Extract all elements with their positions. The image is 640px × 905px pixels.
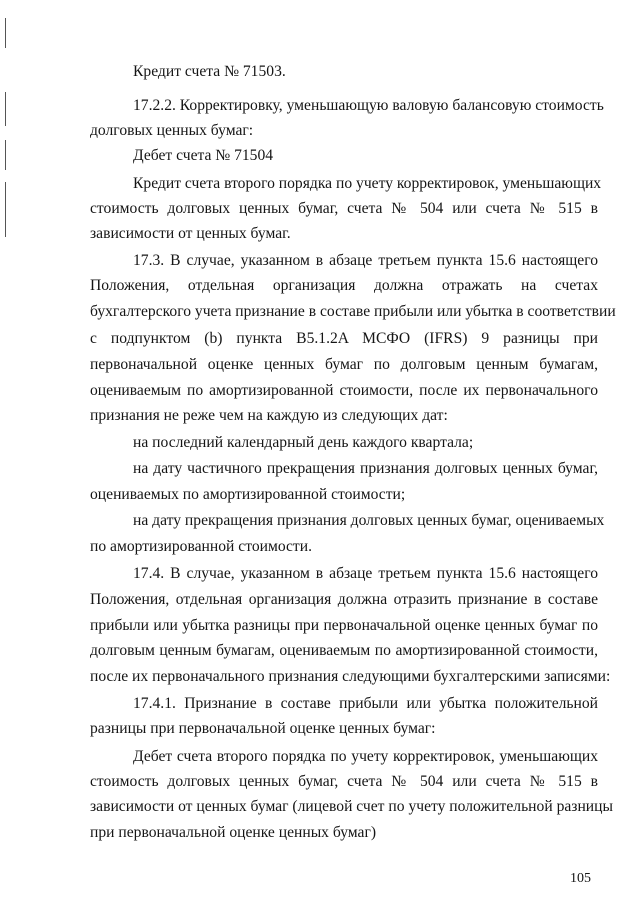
text-line: на дату прекращения признания долговых ценных бумаг, оцениваемых xyxy=(133,512,605,529)
text-line: при первоначальной оценке ценных бумаг) xyxy=(90,824,377,841)
text-line: бухгалтерского учета признание в составе прибыли или убытка в соответствии xyxy=(90,303,616,320)
text-line: долговым ценным бумагам, оцениваемым по амортизированной стоимости, xyxy=(90,642,598,659)
text-line: Положения, отдельная организация должна отразить признание в составе xyxy=(90,591,598,608)
text-line: с подпунктом (b) пункта B5.1.2A МСФО (IFRS) 9 разницы при xyxy=(90,330,598,347)
page-number: 105 xyxy=(570,871,591,886)
margin-mark xyxy=(5,92,6,126)
text-line: разницы при первоначальной оценке ценных бумаг: xyxy=(90,720,436,737)
text-line: 17.3. В случае, указанном в абзаце третьем пункта 15.6 настоящего xyxy=(133,252,598,269)
text-line: долговых ценных бумаг: xyxy=(90,122,254,139)
text-line: зависимости от ценных бумаг (лицевой счет по учету положительной разницы xyxy=(90,798,613,815)
margin-mark xyxy=(5,18,6,48)
text-line: 17.2.2. Корректировку, уменьшающую валовую балансовую стоимость xyxy=(133,97,604,114)
text-line: прибыли или убытка разницы при первоначальной оценке ценных бумаг по xyxy=(90,617,598,634)
text-line: после их первоначального признания следующими бухгалтерскими записями: xyxy=(90,668,611,685)
margin-mark xyxy=(5,140,6,170)
text-line: 17.4.1. Признание в составе прибыли или убытка положительной xyxy=(133,695,598,712)
text-line: Кредит счета № 71503. xyxy=(133,63,286,80)
text-line: на дату частичного прекращения признания долговых ценных бумаг, xyxy=(133,460,598,477)
text-line: оцениваемых по амортизированной стоимости; xyxy=(90,486,406,503)
text-line: оцениваемым по амортизированной стоимости, после их первоначального xyxy=(90,382,598,399)
text-line: первоначальной оценке ценных бумаг по долговым ценным бумагам, xyxy=(90,356,598,373)
text-line: стоимость долговых ценных бумаг, счета № 504 или счета № 515 в xyxy=(90,200,598,217)
text-line: зависимости от ценных бумаг. xyxy=(90,225,291,242)
text-line: признания не реже чем на каждую из следующих дат: xyxy=(90,407,448,424)
text-line: на последний календарный день каждого квартала; xyxy=(133,434,474,451)
text-line: по амортизированной стоимости. xyxy=(90,538,312,555)
text-line: Дебет счета № 71504 xyxy=(133,147,274,164)
text-line: 17.4. В случае, указанном в абзаце третьем пункта 15.6 настоящего xyxy=(133,565,598,582)
text-line: Дебет счета второго порядка по учету корректировок, уменьшающих xyxy=(133,748,598,765)
margin-mark xyxy=(5,182,6,237)
text-line: стоимость долговых ценных бумаг, счета № 504 или счета № 515 в xyxy=(90,773,598,790)
text-line: Кредит счета второго порядка по учету корректировок, уменьшающих xyxy=(133,175,602,192)
text-line: Положения, отдельная организация должна отражать на счетах xyxy=(90,277,598,294)
